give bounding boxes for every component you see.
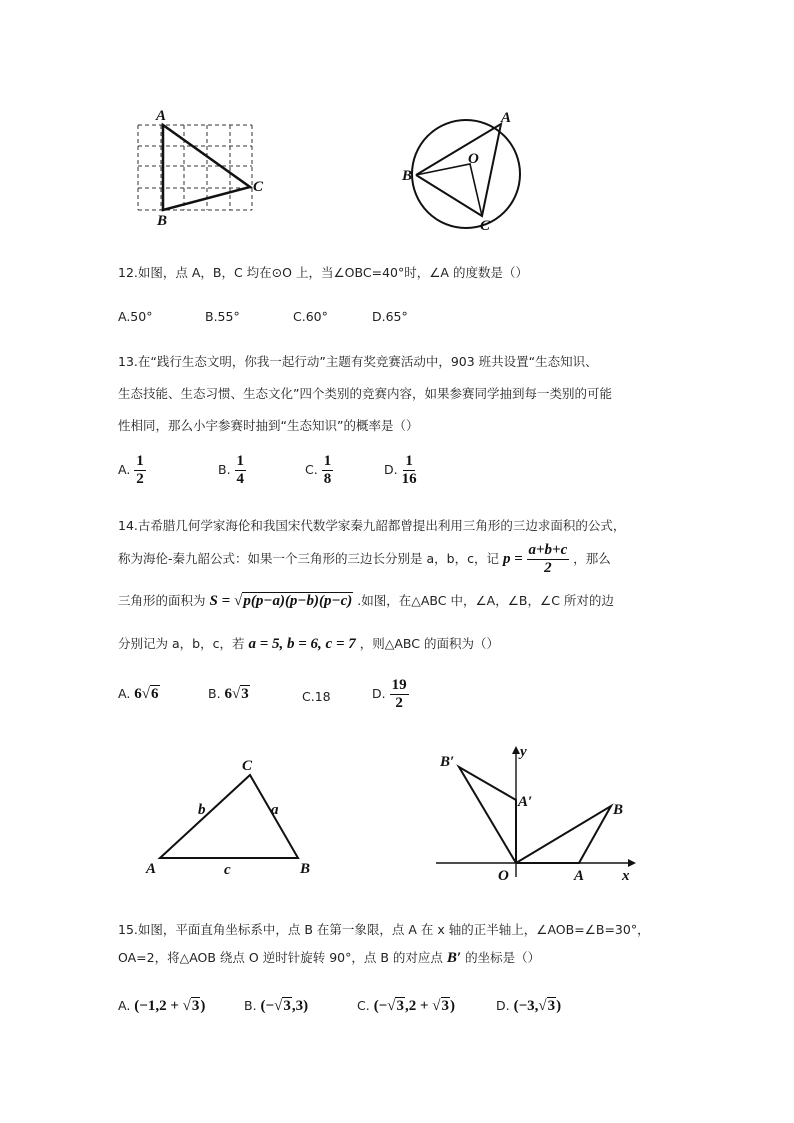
label-b-prime: B′ <box>440 754 455 770</box>
q15-option-d: D. (−3,√3) <box>496 998 562 1014</box>
q13-option-a: A. $\frac{1}{2}$ <box>118 453 144 487</box>
q15-line-2: OA=2，将△AOB 绕点 O 逆时针旋转 90°，点 B 的对应点 B′ 的坐标是（） <box>118 950 541 966</box>
q15-option-b: B. (−√3,3) <box>244 998 309 1014</box>
label-x: x <box>622 868 630 884</box>
grid-triangle-figure <box>130 108 270 228</box>
q14-option-b: B. 6√3 <box>208 686 249 702</box>
q13-line-2: 生态技能、生态习惯、生态文化”四个类别的竞赛内容，如果参赛同学抽到每一类别的可能 <box>118 386 612 401</box>
q12-text: 12.如图，点 A，B，C 均在⊙O 上，当∠OBC=40°时，∠A 的度数是（） <box>118 265 528 280</box>
label-y: y <box>520 744 527 760</box>
label-c: c <box>224 862 231 878</box>
label-A: A <box>501 110 512 126</box>
q12-option-b: B.55° <box>205 309 240 324</box>
q14-line-1: 14.古希腊几何学家海伦和我国宋代数学家秦九韶都曾提出利用三角形的三边求面积的公式， <box>118 518 626 533</box>
label-A: A <box>574 868 585 884</box>
q13-option-c: C. $\frac{1}{8}$ <box>305 453 332 487</box>
label-B: B <box>157 213 168 228</box>
q12-option-a: A.50° <box>118 309 153 324</box>
label-b: b <box>198 802 206 818</box>
label-C: C <box>253 179 264 195</box>
q14-line-2: 称为海伦-秦九韶公式：如果一个三角形的三边长分别是 a，b，c，记 p = $\frac{a+b+c}{2}$ ，那么 <box>118 542 611 576</box>
q14-line-4: 分别记为 a，b，c，若 a = 5, b = 6, c = 7 ，则△ABC 的面积为（） <box>118 636 499 652</box>
q14-option-d: D. $\frac{19}{2}$ <box>372 677 407 711</box>
label-A: A <box>146 861 157 877</box>
label-A: A <box>156 108 167 124</box>
q15-option-c: C. (−√3,2 + √3) <box>357 998 456 1014</box>
q12-option-d: D.65° <box>372 309 408 324</box>
q14-option-a: A. 6√6 <box>118 686 159 702</box>
q14-option-c: C.18 <box>302 689 331 704</box>
triangle-abc-figure <box>138 750 328 880</box>
q15-option-a: A. (−1,2 + √3) <box>118 998 206 1014</box>
label-C: C <box>242 758 253 774</box>
q13-line-1: 13.在“践行生态文明，你我一起行动”主题有奖竞赛活动中，903 班共设置“生态知识、 <box>118 354 598 369</box>
q13-line-3: 性相同，那么小宇参赛时抽到“生态知识”的概率是（） <box>118 418 419 433</box>
q14-line-3: 三角形的面积为 S = √p(p−a)(p−b)(p−c) .如图，在△ABC 中，∠A，∠B，∠C 所对的边 <box>118 593 614 609</box>
q15-line-1: 15.如图，平面直角坐标系中，点 B 在第一象限，点 A 在 x 轴的正半轴上，∠AOB=∠B=30°， <box>118 922 650 937</box>
label-a: a <box>271 802 279 818</box>
label-O: O <box>468 151 479 167</box>
label-B: B <box>402 168 413 184</box>
q13-option-b: B. $\frac{1}{4}$ <box>218 453 245 487</box>
label-C: C <box>480 218 491 234</box>
label-B: B <box>613 802 624 818</box>
coordinate-figure <box>436 742 646 887</box>
label-a-prime: A′ <box>518 794 533 810</box>
label-B: B <box>300 861 311 877</box>
circle-figure <box>398 106 526 234</box>
q12-option-c: C.60° <box>293 309 328 324</box>
label-O: O <box>498 868 509 884</box>
q13-option-d: D. $\frac{1}{16}$ <box>384 453 417 487</box>
